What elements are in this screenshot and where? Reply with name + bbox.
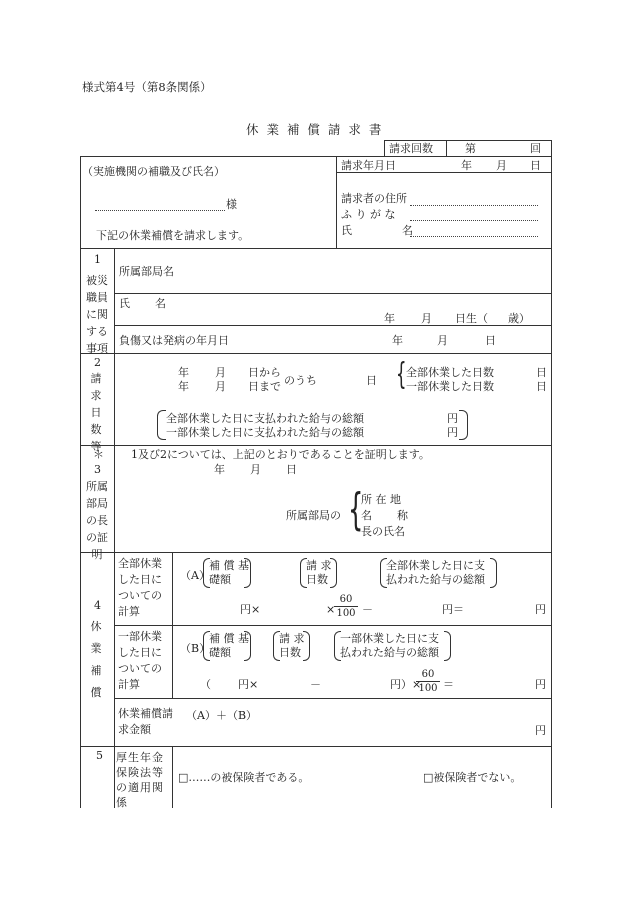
s4-full-minus: － [362,603,373,616]
page-title: 休 業 補 償 請 求 書 [246,122,384,137]
s1-injury-month: 月 [437,334,448,347]
s4-part-base-1: 補 償 基 [209,632,249,645]
s2-from-year: 年 [178,366,189,379]
s4-full-base-2: 礎額 [209,573,231,586]
s4-full-fraction: $\frac{60}{100}$ [334,594,358,619]
requester-name-label-l: 氏 [341,224,352,237]
s4-part-fraction: $\frac{60}{100}$ [416,669,440,694]
s4-part-minus: － [310,678,321,691]
s2-within: のうち [284,374,317,387]
s1-injury-label: 負傷又は発病の年月日 [119,334,229,347]
s3-certify-text: 1及び2については、上記のとおりであることを証明します。 [131,448,430,461]
s3-head-of-label: 所属部局の [286,509,341,522]
s1-birth-age: 歳） [508,312,530,325]
s3-number: 3 [94,463,101,476]
s5-number: 5 [96,749,103,762]
s2-to-day: 日まで [248,380,281,393]
s1-number: 1 [94,253,101,266]
s2-to-month: 月 [215,380,226,393]
s4-b-label: （B） [180,642,211,655]
s5-option-insured[interactable]: □……の被保険者である。 [178,771,310,784]
s3-year: 年 [214,463,225,476]
s4-full-req-2: 日数 [306,573,328,586]
s4-part-yen: 円 [535,678,546,691]
s2-part-pay-label: 一部休業した日に支払われた給与の総額 [166,426,364,439]
s2-full-pay-unit: 円 [447,412,458,425]
s4-part-open-paren: （ [200,678,211,691]
requester-address-label: 請求者の住所 [341,192,407,205]
s1-dept-label: 所属部局名 [119,265,174,278]
s4-full-times: × [326,603,336,616]
addressee-honorific: 様 [226,198,237,211]
s5-heading: 厚生年金保険法等の適用関係 [116,751,164,809]
s4-full-pay-2: 払われた給与の総額 [386,573,485,586]
s4-total-formula: （A）＋（B） [186,709,258,722]
request-statement: 下記の休業補償を請求します。 [96,229,250,242]
request-date-year: 年 [461,159,472,172]
s2-days-unit: 日 [366,374,377,387]
s3-name-label-l: 名 [361,509,372,522]
s4-total-label: 休業補償請求金額 [118,707,173,736]
s3-chief-label: 長の氏名 [361,525,405,538]
s2-part-days-label: 一部休業した日数 [406,380,494,393]
request-date-month: 月 [496,159,507,172]
s4-number: 4 [94,599,101,612]
s4-part-req-1: 請 求 [279,632,305,645]
s3-brace: { [348,484,364,535]
s1-heading: 被災職員に関する事項 [86,274,108,355]
s4-part-pay-2: 払われた給与の総額 [340,646,439,659]
s1-birth-day: 日生（ [455,312,488,325]
s4-full-calc-label: 全部休業した日についての計算 [118,557,162,618]
s1-birth-year: 年 [384,312,395,325]
request-count-label: 請求回数 [389,142,433,155]
request-count-prefix: 第 [465,142,476,155]
s3-location-label: 所 在 地 [361,493,401,506]
s2-full-pay-label: 全部休業した日に支払われた給与の総額 [166,412,364,425]
s1-injury-day: 日 [485,334,496,347]
s1-injury-year: 年 [392,334,403,347]
s2-part-pay-unit: 円 [447,426,458,439]
s4-full-yen-times: 円× [240,603,261,616]
s2-full-days-unit: 日 [536,366,547,379]
request-count-suffix: 回 [530,142,541,155]
s2-heading: 請求日数等 [90,372,102,453]
s4-full-yen: 円 [535,603,546,616]
s4-total-yen: 円 [535,724,546,737]
requester-name-label-r: 名 [402,224,413,237]
s2-full-days-label: 全部休業した日数 [406,366,494,379]
s4-full-pay-1: 全部休業した日に支 [386,559,485,572]
form-id: 様式第4号（第8条関係） [82,80,212,94]
s4-heading: 休業補償 [90,620,102,699]
s3-name-label-r: 称 [397,509,408,522]
s1-birth-month: 月 [421,312,432,325]
s3-star: ＊ [93,448,104,461]
s4-part-pay-1: 一部休業した日に支 [340,632,439,645]
s3-heading: 所属部局の長の証明 [86,480,108,561]
s1-name-label-l: 氏 [119,297,130,310]
s4-full-yen-eq: 円＝ [442,603,464,616]
s1-name-label-r: 名 [155,297,166,310]
request-date-label: 請求年月日 [341,159,396,172]
s4-part-close-yen-times: 円）× [390,678,422,691]
s4-full-base-1: 補 償 基 [209,559,249,572]
s2-from-month: 月 [215,366,226,379]
s2-brace: { [396,357,407,392]
s4-part-yen-times: 円× [238,678,259,691]
s4-part-base-2: 礎額 [209,646,231,659]
s5-option-not-insured[interactable]: □被保険者でない。 [423,771,522,784]
s3-month: 月 [250,463,261,476]
s2-from-day: 日から [248,366,281,379]
s4-full-req-1: 請 求 [306,559,332,572]
s2-to-year: 年 [178,380,189,393]
s4-part-req-2: 日数 [279,646,301,659]
request-date-day: 日 [530,159,541,172]
requester-furigana-label: ふ り が な [341,208,396,221]
s4-part-eq: ＝ [443,678,454,691]
s2-part-days-unit: 日 [536,380,547,393]
s4-a-label: （A） [180,569,210,582]
addressee-caption: （実施機関の補職及び氏名） [82,165,225,178]
s2-number: 2 [94,356,101,369]
s3-day: 日 [286,463,297,476]
s4-part-calc-label: 一部休業した日についての計算 [118,630,162,691]
